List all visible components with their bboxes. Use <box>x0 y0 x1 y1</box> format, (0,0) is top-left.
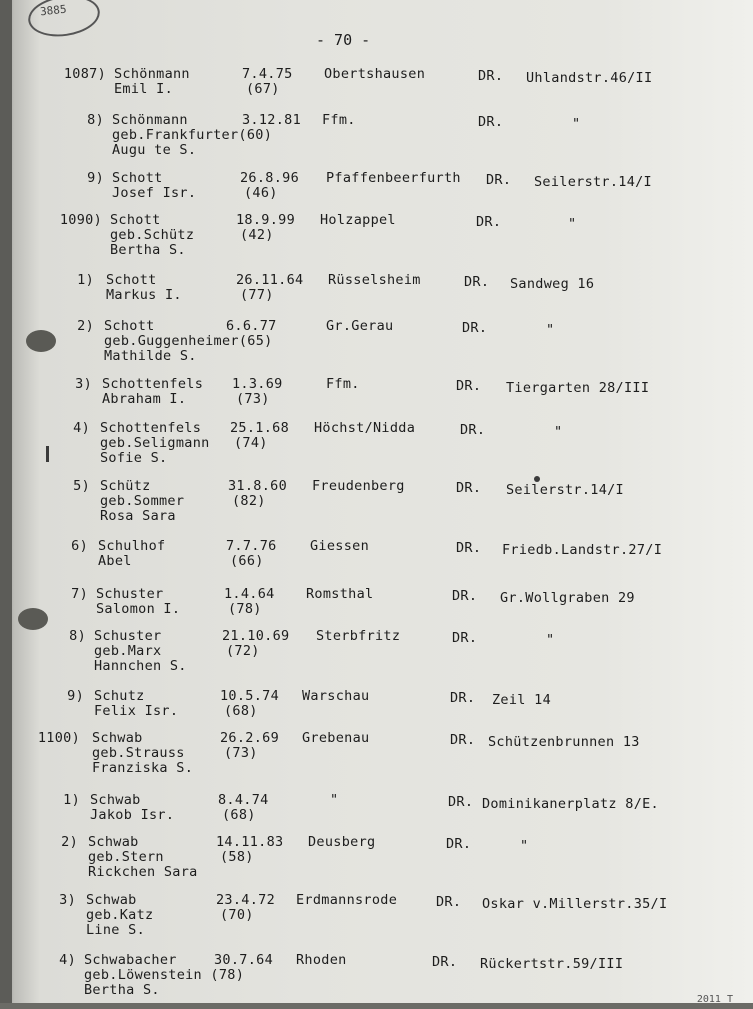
entry-birth-date: 26.2.69 <box>220 730 279 746</box>
entry-birthplace: Ffm. <box>322 112 356 128</box>
entry-name-line: geb.Stern <box>88 849 164 865</box>
entry-number: 1) <box>63 792 80 808</box>
entry-birthplace: Pfaffenbeerfurth <box>326 170 461 186</box>
entry-destination: DR. <box>456 540 482 556</box>
entry-name-line: Schwab <box>92 730 143 746</box>
entry-name-line: Rickchen Sara <box>88 864 198 880</box>
entry-name-line: geb.Guggenheimer(65) <box>104 333 273 349</box>
entry-name-line: Schwab <box>90 792 141 808</box>
entry-age: (42) <box>240 227 274 243</box>
entry-address: Seilerstr.14/I <box>534 174 652 190</box>
entry-number: 4) <box>59 952 76 968</box>
entry-name-line: geb.Katz <box>86 907 154 923</box>
entry-age: (73) <box>236 391 270 407</box>
entry-destination: DR. <box>464 274 490 290</box>
entry-birth-date: 21.10.69 <box>222 628 290 644</box>
entry-birth-date: 18.9.99 <box>236 212 295 228</box>
entry-name-line: geb.Schütz <box>110 227 195 243</box>
entry-number: 2) <box>77 318 94 334</box>
entry-age: (82) <box>232 493 266 509</box>
entry-birthplace: Gr.Gerau <box>326 318 394 334</box>
entry-name-line: Abel <box>98 553 132 569</box>
entry-destination: DR. <box>448 794 474 810</box>
entry-birth-date: 26.11.64 <box>236 272 304 288</box>
entry-address: " <box>554 424 563 440</box>
entry-destination: DR. <box>478 68 504 84</box>
entry-age: (58) <box>220 849 254 865</box>
page-number: - 70 - <box>316 31 371 49</box>
entry-number: 1) <box>77 272 94 288</box>
entry-name-line: Abraham I. <box>102 391 187 407</box>
entry-destination: DR. <box>456 480 482 496</box>
entry-address: " <box>546 632 555 648</box>
archive-stamp-number: 3885 <box>39 2 68 19</box>
entry-name-line: Schott <box>104 318 155 334</box>
entry-destination: DR. <box>456 378 482 394</box>
entry-address: Schützenbrunnen 13 <box>488 734 640 750</box>
entry-number: 7) <box>71 586 88 602</box>
entry-birthplace: Höchst/Nidda <box>314 420 416 436</box>
entry-age: (70) <box>220 907 254 923</box>
entry-birth-date: 1.4.64 <box>224 586 275 602</box>
entry-address: " <box>546 322 555 338</box>
entry-name-line: geb.Löwenstein (78) <box>84 967 245 983</box>
entry-name-line: Rosa Sara <box>100 508 176 524</box>
entry-birthplace: Grebenau <box>302 730 370 746</box>
entry-birthplace: Erdmannsrode <box>296 892 398 908</box>
entry-birth-date: 14.11.83 <box>216 834 284 850</box>
entry-number: 3) <box>59 892 76 908</box>
entry-address: Dominikanerplatz 8/E. <box>482 796 659 812</box>
entry-name-line: geb.Sommer <box>100 493 185 509</box>
entry-number: 5) <box>73 478 90 494</box>
entry-birthplace: Giessen <box>310 538 369 554</box>
entry-name-line: Schuster <box>96 586 164 602</box>
ink-mark <box>46 446 49 462</box>
entry-name-line: Schutz <box>94 688 145 704</box>
entry-birth-date: 7.7.76 <box>226 538 277 554</box>
entry-birth-date: 26.8.96 <box>240 170 299 186</box>
entry-destination: DR. <box>478 114 504 130</box>
entry-name-line: Bertha S. <box>84 982 160 998</box>
entry-age: (46) <box>244 185 278 201</box>
entry-birthplace: Rhoden <box>296 952 347 968</box>
entry-address: Uhlandstr.46/II <box>526 70 653 86</box>
entry-birth-date: 23.4.72 <box>216 892 275 908</box>
entry-name-line: Line S. <box>86 922 145 938</box>
entry-name-line: Mathilde S. <box>104 348 197 364</box>
entry-age: (78) <box>228 601 262 617</box>
entry-number: 1100) <box>37 730 80 746</box>
entry-birth-date: 31.8.60 <box>228 478 287 494</box>
entry-name-line: Schulhof <box>98 538 166 554</box>
entry-name-line: Schott <box>106 272 157 288</box>
entry-birth-date: 1.3.69 <box>232 376 283 392</box>
entry-name-line: Schönmann <box>114 66 190 82</box>
entry-birth-date: 10.5.74 <box>220 688 279 704</box>
entry-destination: DR. <box>486 172 512 188</box>
entry-destination: DR. <box>446 836 472 852</box>
entry-address: " <box>520 838 529 854</box>
entry-name-line: Schwab <box>88 834 139 850</box>
entry-age: (77) <box>240 287 274 303</box>
entry-number: 2) <box>61 834 78 850</box>
entry-birthplace: Ffm. <box>326 376 360 392</box>
entry-birth-date: 7.4.75 <box>242 66 293 82</box>
entry-birth-date: 25.1.68 <box>230 420 289 436</box>
entry-name-line: geb.Marx <box>94 643 162 659</box>
entry-address: Seilerstr.14/I <box>506 482 624 498</box>
entry-destination: DR. <box>436 894 462 910</box>
entry-destination: DR. <box>460 422 486 438</box>
entry-age: (72) <box>226 643 260 659</box>
entry-name-line: Schönmann <box>112 112 188 128</box>
entry-address: " <box>568 216 577 232</box>
entry-number: 1087) <box>63 66 106 82</box>
entry-destination: DR. <box>476 214 502 230</box>
entry-birthplace: Romsthal <box>306 586 374 602</box>
entry-name-line: Schottenfels <box>102 376 204 392</box>
entry-birth-date: 6.6.77 <box>226 318 277 334</box>
entry-age: (67) <box>246 81 280 97</box>
entry-birthplace: Freudenberg <box>312 478 405 494</box>
entry-address: Gr.Wollgraben 29 <box>500 590 635 606</box>
entry-address: Sandweg 16 <box>510 276 595 292</box>
entry-name-line: Emil I. <box>114 81 173 97</box>
punch-hole-lower <box>18 608 48 630</box>
entry-age: (68) <box>222 807 256 823</box>
entry-name-line: Bertha S. <box>110 242 186 258</box>
entry-age: (73) <box>224 745 258 761</box>
entry-birth-date: 3.12.81 <box>242 112 301 128</box>
entry-number: 6) <box>71 538 88 554</box>
entry-name-line: Hannchen S. <box>94 658 187 674</box>
entry-number: 9) <box>87 170 104 186</box>
page-edge-shadow <box>0 0 12 1009</box>
entry-destination: DR. <box>452 630 478 646</box>
entry-number: 1090) <box>59 212 102 228</box>
bottom-page-edge <box>0 1003 753 1009</box>
punch-hole-upper <box>26 330 56 352</box>
entry-destination: DR. <box>452 588 478 604</box>
entry-birthplace: Obertshausen <box>324 66 426 82</box>
entry-age: (66) <box>230 553 264 569</box>
entry-address: Tiergarten 28/III <box>506 380 650 396</box>
entry-number: 4) <box>73 420 90 436</box>
entry-address: " <box>572 116 581 132</box>
entry-name-line: geb.Seligmann <box>100 435 210 451</box>
entry-birthplace: " <box>330 792 339 808</box>
entry-age: (74) <box>234 435 268 451</box>
entry-number: 3) <box>75 376 92 392</box>
entry-name-line: Josef Isr. <box>112 185 197 201</box>
entry-destination: DR. <box>450 690 476 706</box>
entry-address: Zeil 14 <box>492 692 551 708</box>
entry-address: Friedb.Landstr.27/I <box>502 542 663 558</box>
entry-birth-date: 8.4.74 <box>218 792 269 808</box>
entry-name-line: Franziska S. <box>92 760 194 776</box>
entry-name-line: Schottenfels <box>100 420 202 436</box>
entry-name-line: Jakob Isr. <box>90 807 175 823</box>
entry-name-line: Schott <box>112 170 163 186</box>
entry-birthplace: Rüsselsheim <box>328 272 421 288</box>
entry-birthplace: Holzappel <box>320 212 396 228</box>
entry-age: (68) <box>224 703 258 719</box>
entry-name-line: Schwabacher <box>84 952 177 968</box>
entry-name-line: Markus I. <box>106 287 182 303</box>
footer-mark: 2011 T <box>696 994 733 1005</box>
entry-name-line: Salomon I. <box>96 601 181 617</box>
entry-birthplace: Warschau <box>302 688 370 704</box>
entry-name-line: Schuster <box>94 628 162 644</box>
entry-address: Rückertstr.59/III <box>480 956 624 972</box>
entry-name-line: geb.Frankfurter(60) <box>112 127 273 143</box>
entry-name-line: Augu te S. <box>112 142 197 158</box>
entry-destination: DR. <box>462 320 488 336</box>
entry-birthplace: Deusberg <box>308 834 376 850</box>
entry-number: 8) <box>69 628 86 644</box>
entry-birthplace: Sterbfritz <box>316 628 401 644</box>
entry-name-line: Schott <box>110 212 161 228</box>
entry-destination: DR. <box>450 732 476 748</box>
entry-number: 8) <box>87 112 104 128</box>
entry-name-line: Sofie S. <box>100 450 168 466</box>
entry-name-line: Schütz <box>100 478 151 494</box>
entry-number: 9) <box>67 688 84 704</box>
entry-destination: DR. <box>432 954 458 970</box>
entry-name-line: geb.Strauss <box>92 745 185 761</box>
entry-name-line: Felix Isr. <box>94 703 179 719</box>
entry-name-line: Schwab <box>86 892 137 908</box>
entry-birth-date: 30.7.64 <box>214 952 273 968</box>
entry-address: Oskar v.Millerstr.35/I <box>482 896 668 912</box>
